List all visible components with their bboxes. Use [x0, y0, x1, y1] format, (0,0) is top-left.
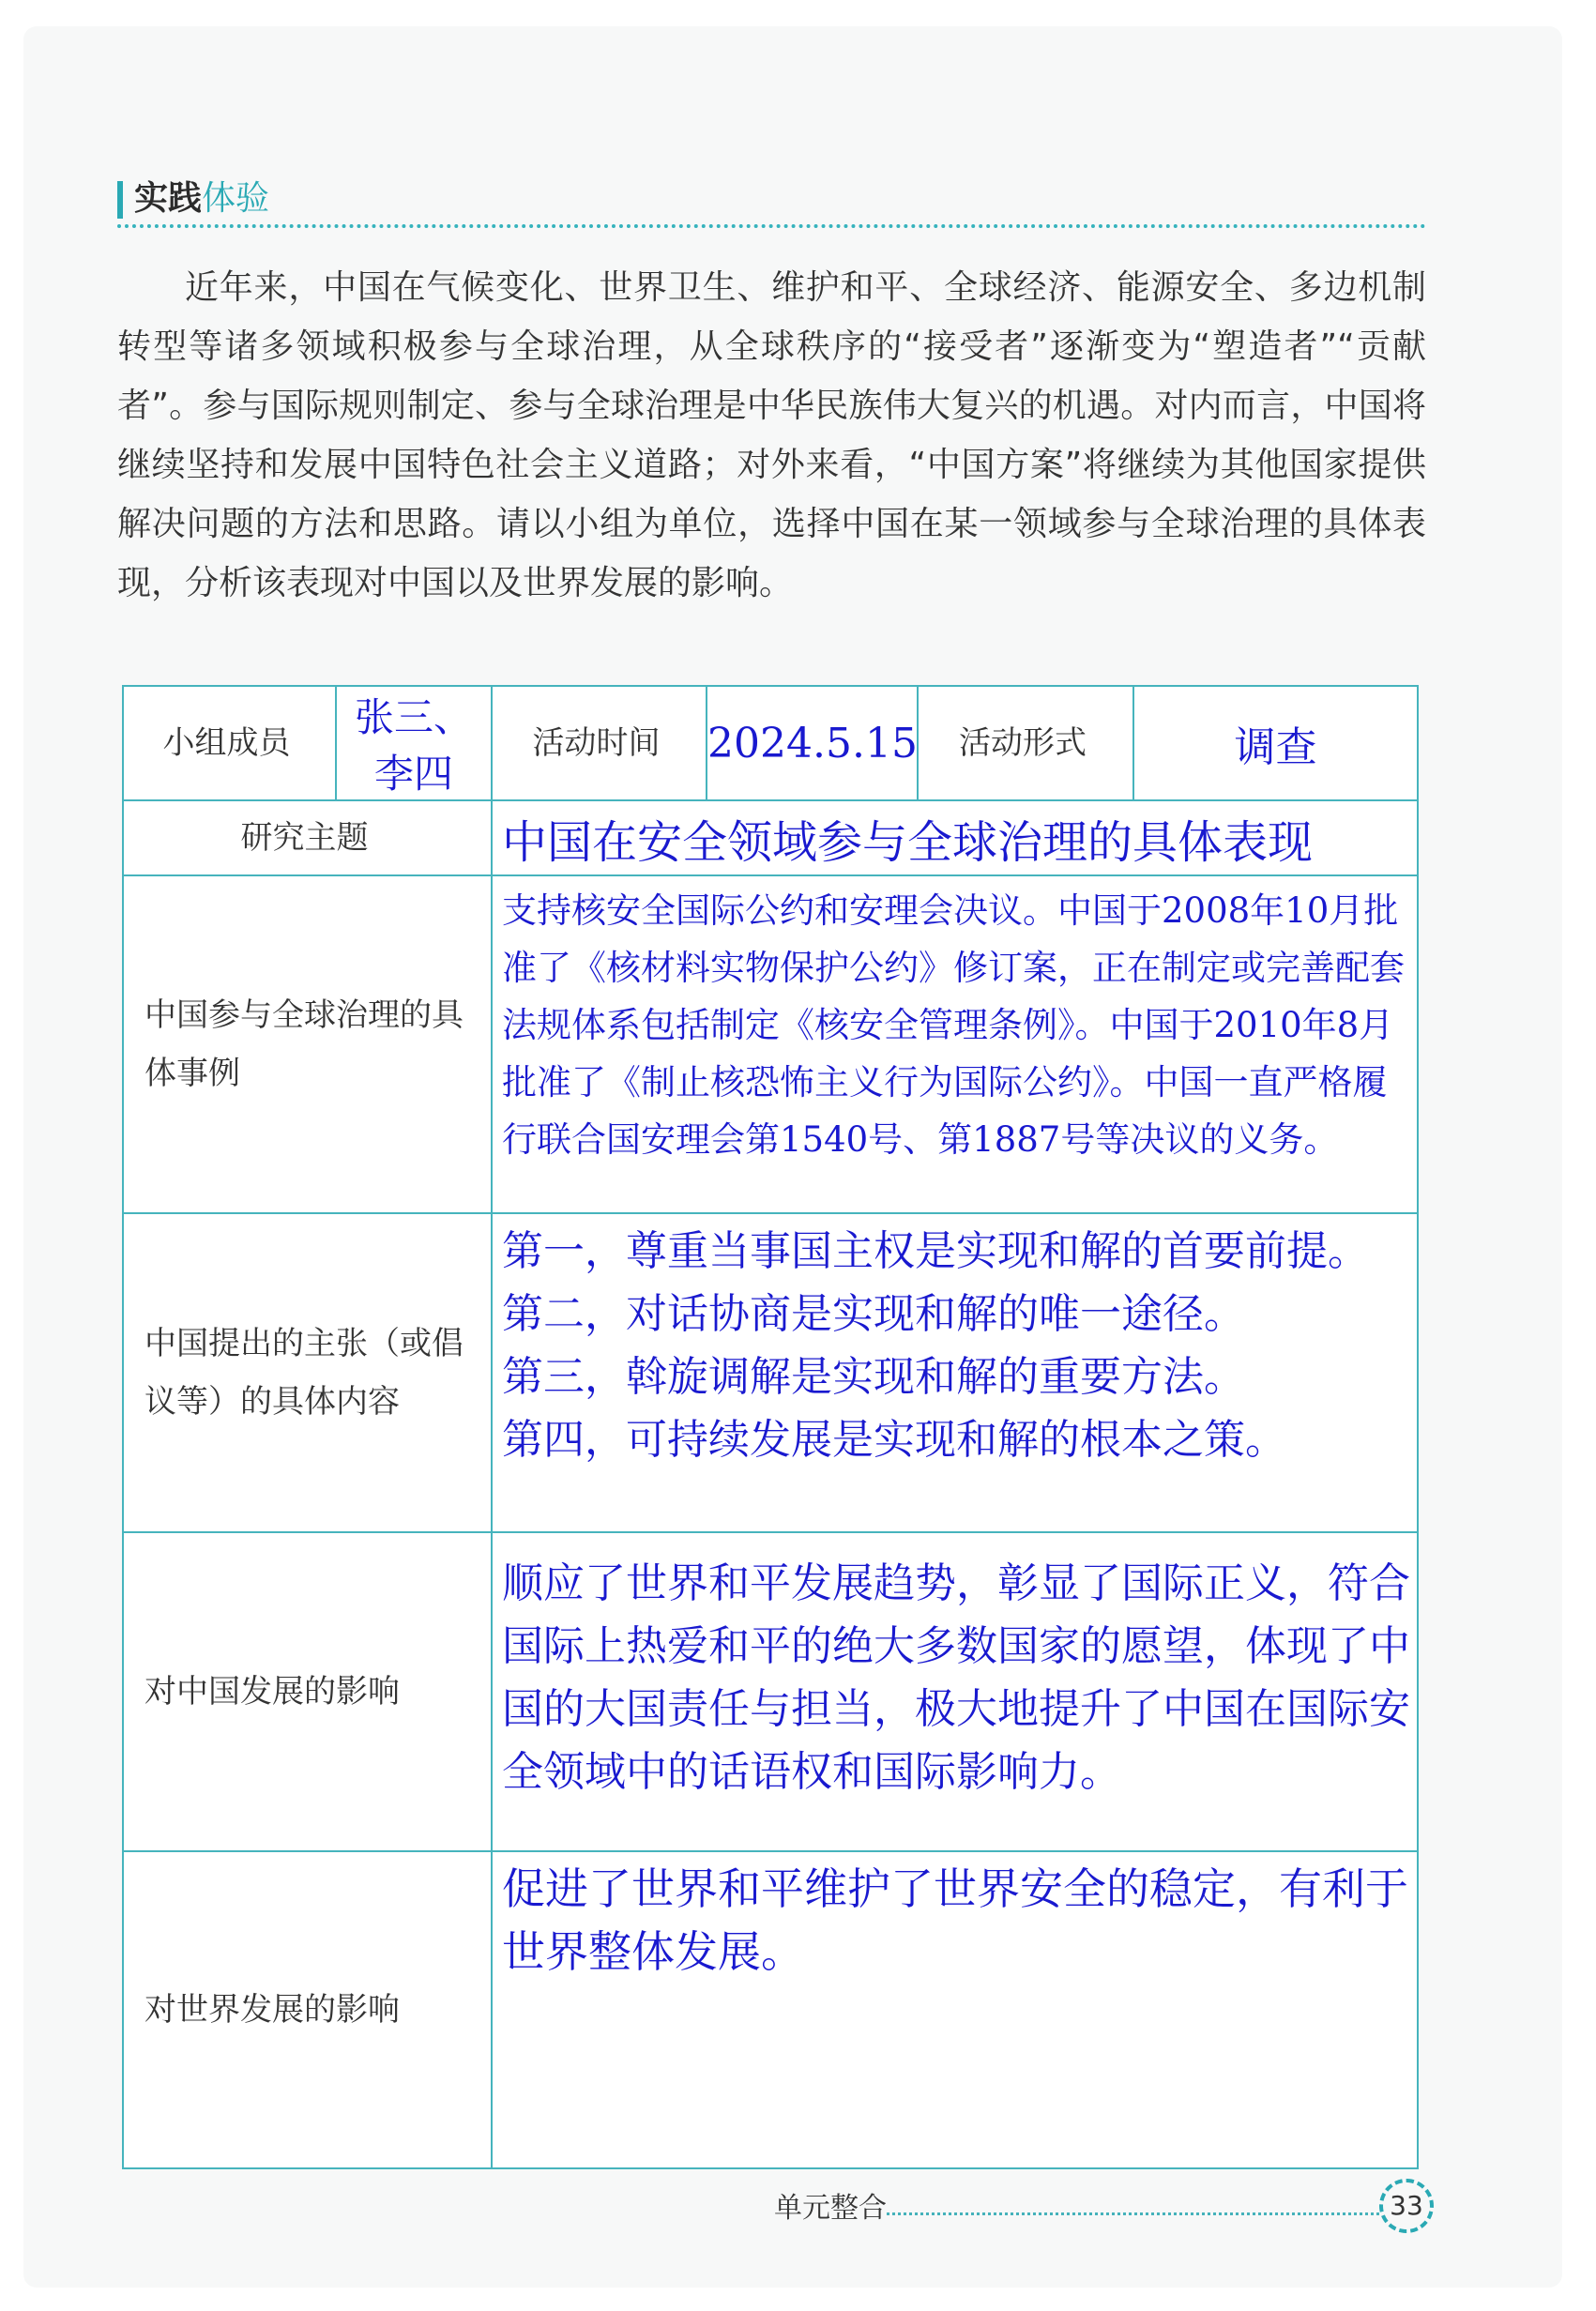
- proposal-item-3: 第三，斡旋调解是实现和解的重要方法。: [502, 1353, 1245, 1401]
- form-label: 活动形式: [918, 686, 1133, 800]
- proposal-item-4: 第四，可持续发展是实现和解的根本之策。: [502, 1416, 1286, 1464]
- footer-section-label: 单元整合: [774, 2192, 887, 2225]
- proposal-item-1: 第一，尊重当事国主权是实现和解的首要前提。: [502, 1227, 1369, 1275]
- proposal-item-2: 第二，对话协商是实现和解的唯一途径。: [502, 1290, 1245, 1338]
- china-impact-value[interactable]: 顺应了世界和平发展趋势，彰显了国际正义，符合国际上热爱和平的绝大多数国家的愿望，体现了中国的大国责任与担当，极大地提升了中国在国际安全领域中的话语权和国际影响力。: [492, 1532, 1418, 1851]
- form-row-china-impact: [123, 1532, 1418, 1851]
- form-row-basic-info: [123, 686, 1418, 800]
- world-impact-value[interactable]: 促进了世界和平维护了世界安全的稳定，有利于世界整体发展。: [492, 1851, 1418, 2168]
- form-row-cases: [123, 875, 1418, 1213]
- proposals-label: 中国提出的主张（或倡议等）的具体内容: [123, 1213, 492, 1532]
- form-value[interactable]: 调查: [1133, 686, 1418, 800]
- cases-label: 中国参与全球治理的具体事例: [123, 875, 492, 1213]
- world-impact-label: 对世界发展的影响: [123, 1851, 492, 2168]
- topic-value[interactable]: 中国在安全领域参与全球治理的具体表现: [492, 800, 1418, 875]
- members-label: 小组成员: [123, 686, 336, 800]
- time-value[interactable]: 2024.5.15: [707, 686, 918, 800]
- intro-paragraph: 近年来，中国在气候变化、世界卫生、维护和平、全球经济、能源安全、多边机制转型等诸多领域积极参与全球治理，从全球秩序的“接受者”逐渐变为“塑造者”“贡献者”。参与国际规则制定、参与全球治理是中华民族伟大复兴的机遇。对内而言，中国将继续坚持和发展中国特色社会主义道路；对外来看，“中国方案”将继续为其他国家提供解决问题的方法和思路。请以小组为单位，选择中国在某一领域参与全球治理的具体表现，分析该表现对中国以及世界发展的影响。: [117, 268, 1426, 602]
- cases-value[interactable]: 支持核安全国际公约和安理会决议。中国于2008年10月批准了《核材料实物保护公约》修订案，正在制定或完善配套法规体系包括制定《核安全管理条例》。中国于2010年8月批准了《制止核恐怖主义行为国际公约》。中国一直严格履行联合国安理会第1540号、第1887号等决议的义务。: [492, 875, 1418, 1213]
- china-impact-label: 对中国发展的影响: [123, 1532, 492, 1851]
- section-title-part1: 实践: [134, 178, 203, 218]
- header-accent-bar: [117, 181, 123, 219]
- activity-form-table: [122, 685, 1419, 2169]
- members-value[interactable]: 张三、李四: [336, 686, 492, 800]
- form-row-topic: [123, 800, 1418, 875]
- section-title: [134, 174, 269, 223]
- topic-label: 研究主题: [123, 800, 492, 875]
- form-row-proposals: [123, 1213, 1418, 1532]
- page-number-badge: [1379, 2179, 1434, 2233]
- section-title-part2: 体验: [202, 179, 270, 218]
- time-label: 活动时间: [492, 686, 707, 800]
- footer-dotted-rule: [887, 2212, 1379, 2215]
- section-header: [117, 174, 1426, 226]
- form-row-world-impact: [123, 1851, 1418, 2168]
- page-number: 33: [1390, 2190, 1423, 2221]
- proposals-value[interactable]: [492, 1213, 1418, 1532]
- header-dotted-rule: [117, 224, 1426, 228]
